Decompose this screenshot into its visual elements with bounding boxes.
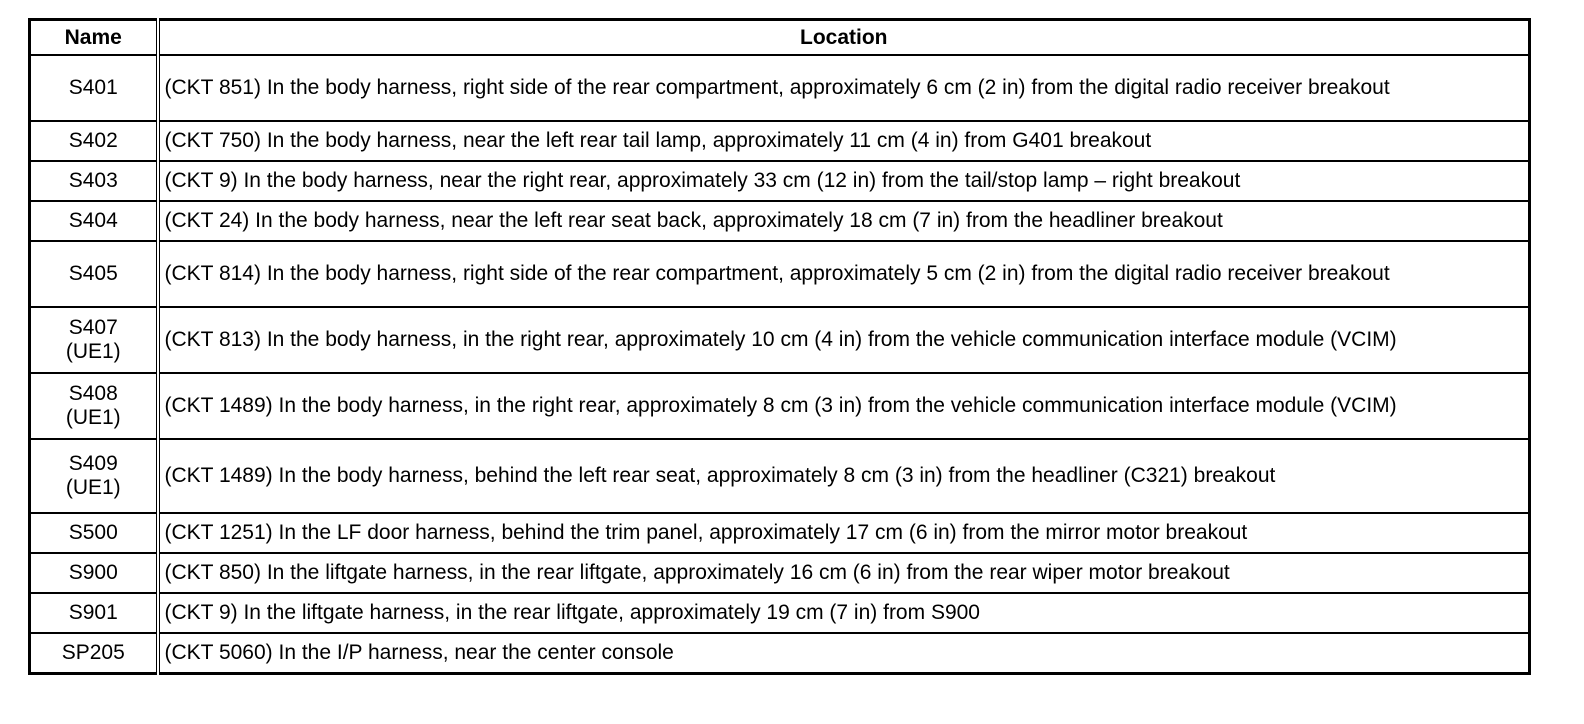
table-row	[30, 439, 1530, 513]
table-row	[30, 121, 1530, 161]
splice-location-cell: (CKT 850) In the liftgate harness, in the rear liftgate, approximately 16 cm (6 in) from the rear wiper motor breakout	[158, 553, 1530, 593]
splice-location-cell: (CKT 750) In the body harness, near the left rear tail lamp, approximately 11 cm (4 in) from G401 breakout	[158, 121, 1530, 161]
splice-name-cell: S407 (UE1)	[30, 307, 158, 373]
splice-name-cell: S408 (UE1)	[30, 373, 158, 439]
splice-name-cell: S901	[30, 593, 158, 633]
splice-location-cell: (CKT 813) In the body harness, in the right rear, approximately 10 cm (4 in) from the vehicle communication interface module (VCIM)	[158, 307, 1530, 373]
table-row	[30, 593, 1530, 633]
table-row	[30, 161, 1530, 201]
splice-name-cell: S500	[30, 513, 158, 553]
splice-location-cell: (CKT 851) In the body harness, right side of the rear compartment, approximately 6 cm (2 in) from the digital radio receiver breakout	[158, 55, 1530, 121]
splice-name-cell: S402	[30, 121, 158, 161]
table-row	[30, 553, 1530, 593]
splice-location-table	[28, 18, 1531, 675]
splice-name-cell: S900	[30, 553, 158, 593]
splice-location-cell: (CKT 1489) In the body harness, behind the left rear seat, approximately 8 cm (3 in) from the headliner (C321) breakout	[158, 439, 1530, 513]
splice-location-cell: (CKT 5060) In the I/P harness, near the center console	[158, 633, 1530, 674]
splice-location-cell: (CKT 24) In the body harness, near the left rear seat back, approximately 18 cm (7 in) from the headliner breakout	[158, 201, 1530, 241]
table-row	[30, 513, 1530, 553]
table-row	[30, 241, 1530, 307]
table-row	[30, 201, 1530, 241]
table-header-row	[30, 20, 1530, 56]
splice-location-cell: (CKT 1489) In the body harness, in the right rear, approximately 8 cm (3 in) from the vehicle communication interface module (VCIM)	[158, 373, 1530, 439]
splice-name-cell: S404	[30, 201, 158, 241]
column-header-name: Name	[30, 20, 158, 56]
splice-location-cell: (CKT 1251) In the LF door harness, behind the trim panel, approximately 17 cm (6 in) from the mirror motor breakout	[158, 513, 1530, 553]
table-row	[30, 373, 1530, 439]
table-body	[30, 55, 1530, 674]
splice-location-cell: (CKT 9) In the liftgate harness, in the rear liftgate, approximately 19 cm (7 in) from S900	[158, 593, 1530, 633]
table-row	[30, 633, 1530, 674]
splice-name-cell: S401	[30, 55, 158, 121]
column-header-location: Location	[158, 20, 1530, 56]
splice-location-table-container	[28, 18, 1528, 675]
table-row	[30, 307, 1530, 373]
splice-name-cell: S403	[30, 161, 158, 201]
table-row	[30, 55, 1530, 121]
splice-name-cell: S405	[30, 241, 158, 307]
splice-name-cell: S409 (UE1)	[30, 439, 158, 513]
splice-location-cell: (CKT 9) In the body harness, near the right rear, approximately 33 cm (12 in) from the tail/stop lamp – right breakout	[158, 161, 1530, 201]
splice-location-cell: (CKT 814) In the body harness, right side of the rear compartment, approximately 5 cm (2 in) from the digital radio receiver breakout	[158, 241, 1530, 307]
splice-name-cell: SP205	[30, 633, 158, 674]
